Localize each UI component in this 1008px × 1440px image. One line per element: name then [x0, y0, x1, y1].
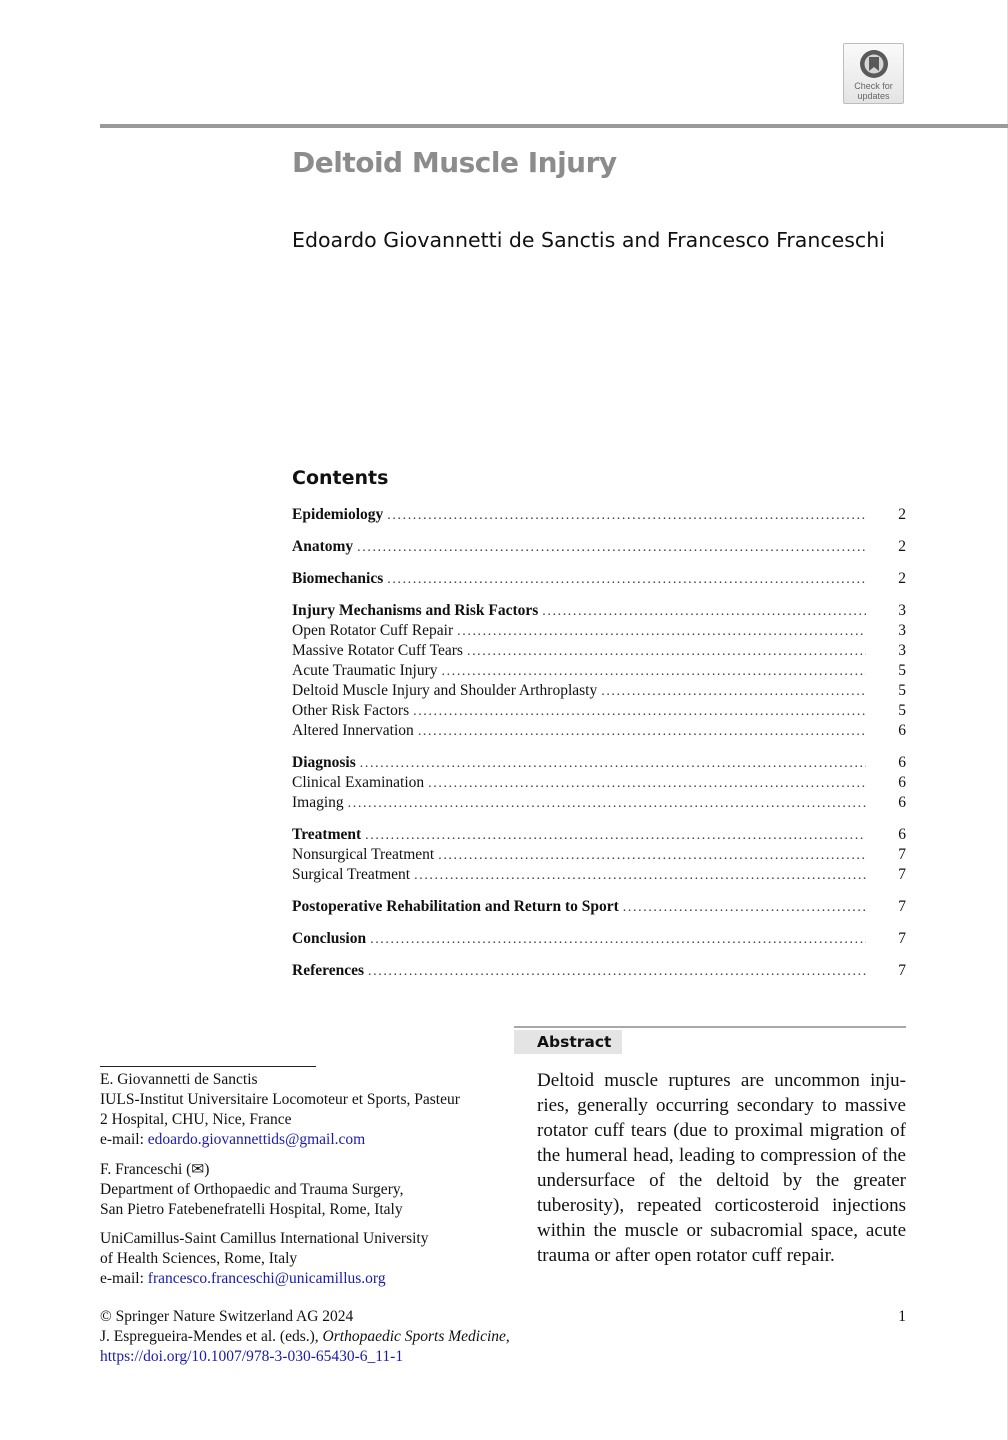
- toc-entry-page: 6: [898, 826, 906, 843]
- toc-group: [292, 897, 906, 917]
- toc-entry-title: Postoperative Rehabilitation and Return to Sport: [292, 898, 619, 915]
- toc-entry-title: Altered Innervation: [292, 722, 414, 739]
- top-rule: [100, 124, 1008, 128]
- toc-entry-section[interactable]: [292, 753, 906, 773]
- toc-entry-page: 5: [898, 682, 906, 699]
- citation-suffix: ,: [505, 1328, 510, 1345]
- author2b-line1: UniCamillus-Saint Camillus International University: [100, 1230, 429, 1247]
- toc-entry-page: 5: [898, 662, 906, 679]
- toc-entry-title: Biomechanics: [292, 570, 384, 587]
- toc-entry-section[interactable]: [292, 569, 906, 589]
- author1-line1: IULS-Institut Universitaire Locomoteur et Sports, Pasteur: [100, 1091, 460, 1108]
- toc-entry-page: 2: [898, 570, 906, 587]
- toc-entry-page: 7: [898, 898, 906, 915]
- toc-entry-title: Surgical Treatment: [292, 866, 411, 883]
- affiliation-author1: [100, 1070, 510, 1150]
- toc-leader-dots: [360, 754, 866, 774]
- toc-entry-page: 5: [898, 702, 906, 719]
- toc-entry-title: Treatment: [292, 826, 362, 843]
- toc-entry-page: 6: [898, 722, 906, 739]
- toc-entry-subsection[interactable]: [292, 621, 906, 641]
- toc-entry-title: Anatomy: [292, 538, 354, 555]
- toc-leader-dots: [438, 846, 866, 866]
- author2b-email-row: [100, 1269, 510, 1289]
- chapter-title: Deltoid Muscle Injury: [292, 146, 617, 179]
- copyright-block: [100, 1307, 510, 1367]
- toc-leader-dots: [601, 682, 866, 702]
- toc-entry-page: 6: [898, 754, 906, 771]
- toc-entry-page: 3: [898, 622, 906, 639]
- toc-entry-page: 7: [898, 846, 906, 863]
- toc-leader-dots: [467, 642, 866, 662]
- toc-leader-dots: [428, 774, 866, 794]
- toc-entry-title: References: [292, 962, 365, 979]
- chapter-authors: Edoardo Giovannetti de Sanctis and Francesco Franceschi: [292, 228, 885, 252]
- toc-entry-title: Clinical Examination: [292, 774, 425, 791]
- toc-group: [292, 569, 906, 589]
- toc-leader-dots: [413, 702, 866, 722]
- author2b-email-link[interactable]: francesco.franceschi@unicamillus.org: [147, 1270, 386, 1287]
- toc-entry-page: 3: [898, 602, 906, 619]
- toc-entry-subsection[interactable]: [292, 641, 906, 661]
- author1-name: E. Giovannetti de Sanctis: [100, 1071, 258, 1088]
- author1-email-label: e-mail:: [100, 1131, 148, 1148]
- author2-name: F. Franceschi (✉): [100, 1161, 210, 1178]
- toc-leader-dots: [457, 622, 866, 642]
- toc-entry-section[interactable]: [292, 897, 906, 917]
- toc-leader-dots: [542, 602, 866, 622]
- toc-entry-title: Acute Traumatic Injury: [292, 662, 438, 679]
- toc-entry-section[interactable]: [292, 505, 906, 525]
- author1-email-row: [100, 1130, 510, 1150]
- toc-leader-dots: [365, 826, 866, 846]
- toc-entry-page: 2: [898, 506, 906, 523]
- page-number: 1: [898, 1308, 906, 1325]
- toc-entry-page: 7: [898, 962, 906, 979]
- contents-heading: Contents: [292, 467, 389, 489]
- toc-leader-dots: [368, 962, 866, 982]
- toc-leader-dots: [370, 930, 866, 950]
- toc-entry-title: Epidemiology: [292, 506, 384, 523]
- toc-leader-dots: [348, 794, 866, 814]
- toc-entry-title: Deltoid Muscle Injury and Shoulder Arthroplasty: [292, 682, 598, 699]
- toc-leader-dots: [442, 662, 866, 682]
- author1-email-link[interactable]: edoardo.giovannettids@gmail.com: [147, 1131, 366, 1148]
- table-of-contents: [292, 505, 906, 993]
- toc-entry-subsection[interactable]: [292, 661, 906, 681]
- check-for-updates-badge[interactable]: [843, 43, 904, 104]
- toc-entry-page: 2: [898, 538, 906, 555]
- author2b-line2: of Health Sciences, Rome, Italy: [100, 1250, 298, 1267]
- toc-entry-section[interactable]: [292, 537, 906, 557]
- toc-entry-subsection[interactable]: [292, 865, 906, 885]
- toc-leader-dots: [387, 570, 866, 590]
- abstract-text: Deltoid muscle ruptures are uncommon inju-ries, generally occurring secondary to massive rotator cuff tears (due to proximal migration of the humeral head, leading to compression of the undersurface of the deltoid by the greater tuberosity), repeated corticosteroid injections within the muscle or subacromial space, acute trauma or after open rotator cuff repair.: [537, 1070, 906, 1266]
- copyright-line: © Springer Nature Switzerland AG 2024: [100, 1308, 354, 1325]
- toc-group: [292, 961, 906, 981]
- toc-group: [292, 753, 906, 813]
- toc-group: [292, 601, 906, 741]
- toc-entry-title: Imaging: [292, 794, 344, 811]
- affiliation-author2: [100, 1160, 510, 1220]
- toc-entry-title: Other Risk Factors: [292, 702, 410, 719]
- book-title: Orthopaedic Sports Medicine: [322, 1328, 506, 1345]
- toc-entry-page: 7: [898, 930, 906, 947]
- footnote-rule: [100, 1066, 316, 1067]
- toc-entry-section[interactable]: [292, 825, 906, 845]
- toc-entry-page: 3: [898, 642, 906, 659]
- author2-line1: Department of Orthopaedic and Trauma Surgery,: [100, 1181, 404, 1198]
- crossmark-icon: [857, 49, 891, 81]
- abstract-rule: [514, 1026, 906, 1028]
- toc-entry-section[interactable]: [292, 601, 906, 621]
- toc-group: [292, 505, 906, 525]
- toc-leader-dots: [623, 898, 866, 918]
- toc-entry-subsection[interactable]: [292, 793, 906, 813]
- toc-entry-title: Conclusion: [292, 930, 367, 947]
- toc-entry-section[interactable]: [292, 961, 906, 981]
- toc-group: [292, 825, 906, 885]
- author1-line2: 2 Hospital, CHU, Nice, France: [100, 1111, 292, 1128]
- toc-entry-page: 7: [898, 866, 906, 883]
- abstract-label: Abstract: [514, 1030, 622, 1054]
- author2b-email-label: e-mail:: [100, 1270, 148, 1287]
- badge-text: [844, 81, 903, 101]
- toc-entry-page: 6: [898, 794, 906, 811]
- toc-entry-subsection[interactable]: [292, 845, 906, 865]
- toc-entry-page: 6: [898, 774, 906, 791]
- toc-entry-title: Massive Rotator Cuff Tears: [292, 642, 463, 659]
- toc-group: [292, 537, 906, 557]
- toc-leader-dots: [418, 722, 866, 742]
- toc-entry-subsection[interactable]: [292, 701, 906, 721]
- toc-entry-subsection[interactable]: [292, 773, 906, 793]
- toc-entry-title: Nonsurgical Treatment: [292, 846, 435, 863]
- toc-leader-dots: [387, 506, 866, 526]
- toc-leader-dots: [357, 538, 866, 558]
- toc-entry-subsection[interactable]: [292, 681, 906, 701]
- toc-entry-title: Open Rotator Cuff Repair: [292, 622, 454, 639]
- doi-link[interactable]: https://doi.org/10.1007/978-3-030-65430-6_11-1: [100, 1348, 404, 1365]
- toc-entry-section[interactable]: [292, 929, 906, 949]
- toc-leader-dots: [414, 866, 866, 886]
- citation-prefix: J. Espregueira-Mendes et al. (eds.),: [100, 1328, 323, 1345]
- affiliation-author2b: [100, 1229, 510, 1289]
- badge-line1: Check for: [854, 81, 893, 91]
- badge-line2: updates: [857, 91, 890, 101]
- toc-group: [292, 929, 906, 949]
- author2-line2: San Pietro Fatebenefratelli Hospital, Rome, Italy: [100, 1201, 403, 1218]
- toc-entry-subsection[interactable]: [292, 721, 906, 741]
- citation-line: [100, 1327, 510, 1347]
- toc-entry-title: Diagnosis: [292, 754, 356, 771]
- toc-entry-title: Injury Mechanisms and Risk Factors: [292, 602, 539, 619]
